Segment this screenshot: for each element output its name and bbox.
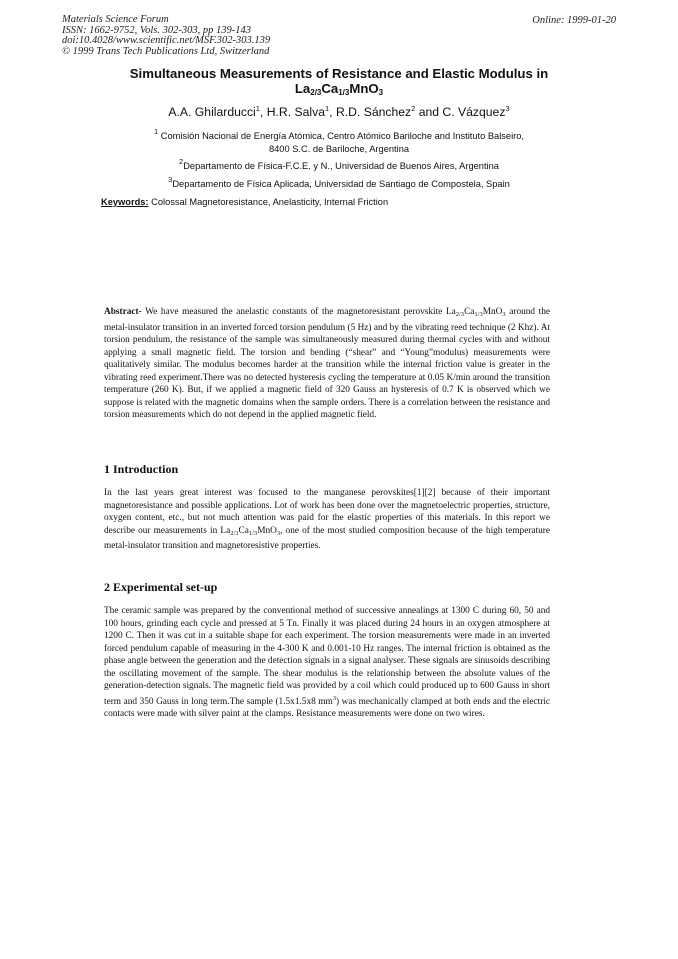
author-separator: ,: [329, 105, 336, 119]
abstract-text: We have measured the anelastic constants of the magnetoresistant perovskite: [145, 307, 443, 317]
abstract: [104, 306, 550, 422]
online-date: Online: 1999-01-20: [532, 15, 616, 26]
affil-text: Departamento de Física Aplicada, Universidad de Santiago de Compostela, Spain: [172, 179, 510, 189]
affil-text: Comisión Nacional de Energía Atómica, Centro Atómico Bariloche and Instituto Balseiro,: [160, 131, 525, 141]
formula-part: MnO: [349, 81, 379, 96]
inline-formula: [446, 307, 506, 317]
doi-line: doi:10.4028/www.scientific.net/MSF.302-303.139: [62, 35, 271, 47]
formula-sub: 3: [378, 88, 384, 97]
formula-part: La: [445, 307, 456, 317]
affil-mark: 2: [179, 157, 184, 166]
formula-sub: 3: [276, 529, 281, 537]
inline-formula: [220, 526, 280, 536]
formula-sub: 1/3: [338, 88, 350, 97]
author-list: [0, 104, 678, 119]
formula-sub: 1/3: [474, 311, 483, 318]
affil-mark: 1: [153, 127, 159, 136]
keywords-text: Colossal Magnetoresistance, Anelasticity, Internal Friction: [151, 197, 389, 207]
formula-sub: 2/3: [455, 311, 465, 318]
paragraph-text: In the last years great interest was focused to the manganese perovskites[1][2] because of their important magnetoresistance and possible applications. Lot of work has been done over the magnetoelectric properties, structure, oxygen content, etc., but not much attention was paid for the elastic properties of this materials. In this report we describe our measurements in: [104, 488, 550, 536]
formula-part: MnO: [482, 307, 503, 317]
paragraph-text: ) was mechanically clamped at both ends and the electric contacts were made with silver paint at the clamps. Resistance measurements were done on two wires.: [104, 696, 551, 719]
author-name: C. Vázquez: [442, 105, 506, 119]
affiliation-1: [0, 126, 678, 155]
author-separator: and: [415, 105, 443, 119]
affil-mark: 3: [168, 175, 173, 184]
issn-line: ISSN: 1662-9752, Vols. 302-303, pp 139-143: [62, 24, 251, 36]
author-name: A.A. Ghilarducci: [168, 105, 256, 119]
journal-name: Materials Science Forum: [62, 14, 169, 25]
formula-sub: 2/3: [230, 529, 239, 537]
formula-sub: 3: [502, 311, 506, 318]
unit-superscript: 3: [332, 694, 337, 702]
author-affil-mark: 1: [255, 104, 260, 113]
author-affil-mark: 3: [505, 104, 510, 113]
title-line-1: Simultaneous Measurements of Resistance and Elastic Modulus in: [129, 66, 549, 81]
abstract-label: Abstract-: [104, 307, 142, 317]
formula-part: MnO: [257, 525, 277, 536]
abstract-text: around the metal-insulator transition in an inverted forced torsion pendulum (5 Hz) and by the vibrating reed technique (2 Khz). At torsion pendulum, the resistance of the sample was simultaneously measured during thermal cycles with and without applying a small magnetic field. The torsion and bending (“shear” and “Young”modulus) measurements were qualitatively similar. The modulus becomes harder at the transition while the internal friction value is greater in the vibrating reed experiment.There was no detected hysteresis cycling the temperature at 0.05 K/min around the transition temperature (260 K). But, if we applied a magnetic field of 320 Gauss an hysteresis of 0.7 K is observed which we suppose is related with the magnetic domains when the sample orders. There is a correlation between the resistance and torsion measurements which do not depend in the applied magnetic field.: [104, 307, 551, 420]
author-name: H.R. Salva: [266, 105, 325, 119]
introduction-paragraph: [104, 487, 550, 553]
copyright-line: © 1999 Trans Tech Publications Ltd, Switzerland: [62, 45, 270, 57]
author-affil-mark: 2: [411, 104, 416, 113]
affil-text: Departamento de Física-F.C.E. y N., Universidad de Buenos Aires, Argentina: [183, 161, 499, 171]
keywords: [101, 197, 388, 207]
title-formula: [0, 81, 678, 100]
experimental-paragraph: [104, 605, 550, 721]
formula-part: Ca: [321, 81, 339, 96]
formula-sub: 1/3: [248, 529, 258, 537]
author-name: R.D. Sánchez: [335, 105, 412, 119]
author-separator: ,: [259, 105, 267, 119]
formula-sub: 2/3: [310, 88, 322, 97]
journal-header: [62, 15, 270, 57]
affil-text: 8400 S.C. de Bariloche, Argentina: [268, 143, 410, 154]
paragraph-text: , one of the most studied composition because of the high temperature metal-insulator transition and magnetoresistive properties.: [104, 525, 550, 551]
formula-part: La: [220, 525, 231, 536]
affiliation-3: [0, 174, 678, 191]
keywords-label: Keywords:: [101, 197, 149, 207]
section-heading-experimental-setup: 2 Experimental set-up: [104, 580, 218, 594]
paragraph-text: The ceramic sample was prepared by the conventional method of successive annealings at 1300 C during 60, 50 and 100 hours, grinding each cycle and pressed at 5 Tn. Finally it was placed during 24 hours in an oxygen atmosphere at 1200 C. Then it was cut in a suitable shape for each experiment. The torsion measurements were made in an inverted forced pendulum capable of measuring in the 4-300 K and 0.001-10 Hz ranges. The internal friction is obtained as the phase angle between the generation and the detection signals in a signal analyser. These signals are sinusoids describing the oscillating movement of the sample. The shear modulus is the relationship between the absolute values of the generation-detection signals. The magnetic field was provided by a coil which could produced up to 600 Gauss in short term and 350 Gauss in long term.The sample (1.5x1.5x8 mm: [104, 606, 550, 707]
formula-part: La: [294, 81, 311, 96]
formula-part: Ca: [464, 307, 475, 317]
affiliation-2: [0, 156, 678, 173]
paper-title: [0, 66, 678, 100]
section-heading-introduction: 1 Introduction: [104, 462, 179, 476]
author-affil-mark: 1: [324, 104, 330, 113]
formula-part: Ca: [238, 525, 249, 536]
